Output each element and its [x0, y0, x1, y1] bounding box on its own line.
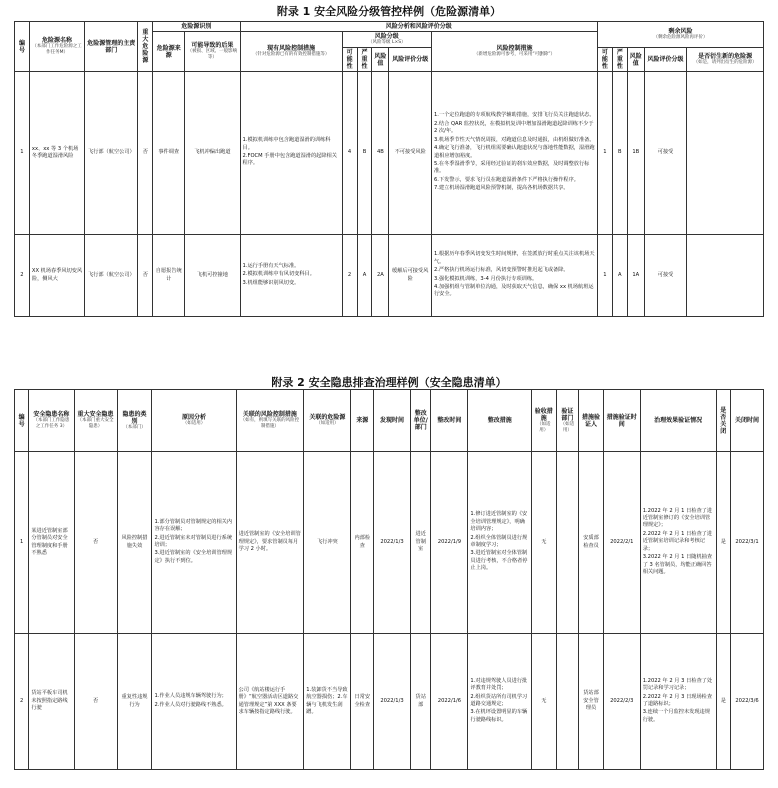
col-dept: 危险源管理的主责部门 — [85, 22, 138, 72]
col-verify-dept: 验证部门 （如适用） — [556, 390, 579, 452]
control-measures-list: 1.一个定位跑道的专项航线教学辅助措施，安排飞行员关注跑道状态。 2.结合 QAR 监控状况，在模拟机复训中增加湿滑跑道起降训练不少于 2 次/年。 3.机场季节性天气情况周报，对跑道信息及时通报，由机组做好准备。 4.确定飞行准备，飞行机组需要确认跑道状况与落地性能数据，湿滑跑道相应增加裕度。 5.在冬季湿滑季节，采用经过验证的刹车效应数据，及时调整放行标准。 6.下发警示，要求飞行员在跑道湿滑条件下严格执行操作程序。 7.建立机场湿滑跑道风险预警机制，提高各机场数据共享。 — [431, 72, 597, 235]
col-related-hazard: 关联的危险源 （如适用） — [304, 390, 351, 452]
hazard-list-table — [14, 21, 764, 317]
col-possibility: 可能性 — [342, 48, 357, 72]
appendix1-title: 附录 1 安全风险分级管控样例（危险源清单） — [276, 5, 502, 18]
col-control-measures: 风险控制措施 （新增危险源可参考，可采用“可删除”） — [431, 32, 597, 72]
col-closed: 是否关闭 — [716, 390, 730, 452]
table-row: 2 XX 机场春季风切变风险，侧风大 飞行部（航空公司） 否 自愿报告统计 飞机可控撞地 1.运行手册有天气标准。 2.模拟机训练中有风切变科目。 3.机组能够识别风切变。 2 A 2A 缓解后可接受风险 1.根据历年春季风切变发生时间规律，在签派放行时重点关注该机场天气。 2.严格执行机场运行标准，风切变预警时推迟起飞或备降。 3.强化模拟机训练，3-4 月份执行专项训练。 4.加强机组与管制单位沟通，及时获取天气信息，确保 xx 机场航班运行安全。 1 A 1A 可接受 — [15, 235, 764, 317]
col-res-eval: 风险评价分级 — [644, 48, 687, 72]
col-severity: 严重性 — [357, 48, 372, 72]
hidden-danger-table — [14, 389, 764, 770]
effect-list: 1.2022 年 2 月 3 日检查了处罚记录和学习记录； 2.2022 年 2 月 3 日现场检查了道路标识； 3.连续一个月监控未发现违规行驶。 — [640, 634, 716, 770]
col-rect-dept: 整改单位/部门 — [410, 390, 431, 452]
col-source: 危险源来源 — [153, 32, 185, 72]
col-res-severity: 严重性 — [612, 48, 627, 72]
cause-list: 1.作业人员违规车辆驾驶行为； 2.作业人员对行驶路线不熟悉。 — [152, 634, 236, 770]
table-row: 2 货站平板车司机未按照指定路线行驶 否 重复性违规行为 1.作业人员违规车辆驾驶行为； 2.作业人员对行驶路线不熟悉。 公司《航站楼运行手册》“航空器活动区道路交通管理规定”第 XXX 条要求车辆按指定路线行驶。 1.装卸货不当导致航空器损伤；2.车辆与飞机发生刮蹭。 日常安全检查 2022/1/3 货站部 2022/1/6 1.对违规驾驶人员进行批评教育并处罚； 2.组织货站所有司机学习道路交通规定； 3.在机坪设置明显的车辆行驶路线标识。 无 货站部安全管理员 2022/2/3 1.2022 年 2 月 3 日检查了处罚记录和学习记录； 2.2022 年 2 月 3 日现场检查了道路标识； 3.连续一个月监控未发现违规行驶。 是 2022/3/6 — [15, 634, 764, 770]
col-risk-level: 风险分级 （风险等级 L×S） — [342, 32, 431, 48]
col-rect-measures: 整改措施 — [468, 390, 532, 452]
effect-list: 1.2022 年 2 月 1 日检查了进近管制室修订的《安全培训管理规定》； 2.2022 年 2 月 1 日检查了进近管制室培训记录和考核记录； 3.2022 年 2 月 1 日随机抽查了 3 名管制员，均能正确回答相关问题。 — [640, 452, 716, 634]
col-risk-value: 风险值 — [372, 48, 389, 72]
rect-measures-list: 1.对违规驾驶人员进行批评教育并处罚； 2.组织货站所有司机学习道路交通规定； 3.在机坪设置明显的车辆行驶路线标识。 — [468, 634, 532, 770]
col-verifier: 措施验证人 — [579, 390, 604, 452]
col-res-possibility: 可能性 — [597, 48, 612, 72]
current-measures-list: 1.运行手册有天气标准。 2.模拟机训练中有风切变科目。 3.机组能够识别风切变。 — [240, 235, 342, 317]
cause-list: 1.部分管制员对管制规定的相关内容存在误解； 2.进近管制室未对管制员进行系统培训； 3.进近管制室的《安全培训管理规定》执行不到位。 — [152, 452, 236, 634]
col-related-measures: 关联的风险控制措施 （如有，则填写关联的风险控制措施） — [236, 390, 304, 452]
col-current-measures: 现有风险控制措施 （针对危险源已有的有效控制措施等） — [240, 32, 342, 72]
rect-measures-list: 1.修订进近管制室的《安全培训管理规定》，明确培训内容； 2.组织全体管制员进行规章制度学习； 3.进近管制室对全体管制员进行考核，不合格者停止上岗。 — [468, 452, 532, 634]
col-verify-time: 措施验证时间 — [603, 390, 640, 452]
col-hazard-name: 危险源名称 （本部门工作危险源之工作任务M） — [29, 22, 84, 72]
col-no: 编号 — [15, 22, 30, 72]
col-acceptor: 验收措施 （如适用） — [532, 390, 557, 452]
control-measures-list: 1.根据历年春季风切变发生时间规律，在签派放行时重点关注该机场天气。 2.严格执行机场运行标准，风切变预警时推迟起飞或备降。 3.强化模拟机训练，3-4 月份执行专项训练。 4.加强机组与管制单位沟通，及时获取天气信息，确保 xx 机场航班运行安全。 — [431, 235, 597, 317]
table-row: 1 某进近管制室部分管制员对安全管理制度和手册不熟悉 否 风险控制措施失效 1.部分管制员对管制规定的相关内容存在误解； 2.进近管制室未对管制员进行系统培训； 3.进近管制室的《安全培训管理规定》执行不到位。 进近管制室的《安全培训管理规定》，要求管制员每月学习 2 小时。 飞行冲突 内部检查 2022/1/3 进近管制室 2022/1/9 1.修订进近管制室的《安全培训管理规定》，明确培训内容； 2.组织全体管制员进行规章制度学习； 3.进近管制室对全体管制员进行考核，不合格者停止上岗。 无 安质部检查员 2022/2/1 1.2022 年 2 月 1 日检查了进近管制室修订的《安全培训管理规定》； 2.2022 年 2 月 1 日检查了进近管制室培训记录和考核记录； 3.2022 年 2 月 1 日随机抽查了 3 名管制员，均能正确回答相关问题。 是 2022/3/1 — [15, 452, 764, 634]
col-type: 隐患的类别 （本部门） — [117, 390, 152, 452]
col-major: 重大安全隐患 （本部门重大安全隐患） — [74, 390, 117, 452]
current-measures-list: 1.模拟机训练中包含跑道湿滑的训练科目。 2.FOCM 手册中包含跑道湿滑的起降相关程序。 — [240, 72, 342, 235]
col-source: 来源 — [351, 390, 374, 452]
col-residual: 剩余风险 （剩余危险源风险再评价） — [597, 22, 763, 48]
col-name: 安全隐患名称 （本部门工作隐患之工作任务 3） — [29, 390, 74, 452]
col-new-hazard: 是否衍生新的危险源 （如是，请列出衍生的危险源） — [687, 48, 764, 72]
col-identification: 危险源识别 — [153, 22, 240, 32]
col-deadline: 整改时间 — [431, 390, 468, 452]
appendix2-title: 附录 2 安全隐患排查治理样例（安全隐患清单） — [271, 376, 507, 389]
col-analysis: 风险分析和风险评价分级 — [240, 22, 597, 32]
col-close-time: 关闭时间 — [730, 390, 763, 452]
col-found-time: 发现时间 — [374, 390, 411, 452]
col-no: 编号 — [15, 390, 29, 452]
table-row: 1 xx、xx 等 3 个机场冬季跑道湿滑风险 飞行部（航空公司） 否 事件调查 飞机冲偏出跑道 1.模拟机训练中包含跑道湿滑的训练科目。 2.FOCM 手册中包含跑道湿滑的起降相关程序。 4 B 4B 不可接受风险 1.一个定位跑道的专项航线教学辅助措施，安排飞行员关注跑道状态。 2.结合 QAR 监控状况，在模拟机复训中增加湿滑跑道起降训练不少于 2 次/年。 3.机场季节性天气情况周报，对跑道信息及时通报，由机组做好准备。 4.确定飞行准备，飞行机组需要确认跑道状况与落地性能数据，湿滑跑道相应增加裕度。 5.在冬季湿滑季节，采用经过验证的刹车效应数据，及时调整放行标准。 6.下发警示，要求飞行员在跑道湿滑条件下严格执行操作程序。 7.建立机场湿滑跑道风险预警机制，提高各机场数据共享。 1 B 1B 可接受 — [15, 72, 764, 235]
col-effect: 治理效果验证情况 — [640, 390, 716, 452]
col-res-value: 风险值 — [627, 48, 644, 72]
col-consequence: 可能导致的后果 （被损、区域、一般影响等） — [185, 32, 240, 72]
col-risk-eval: 风险评价分级 — [389, 48, 432, 72]
col-cause: 原因分析 （如适用） — [152, 390, 236, 452]
col-major: 重大危险源 — [138, 22, 153, 72]
